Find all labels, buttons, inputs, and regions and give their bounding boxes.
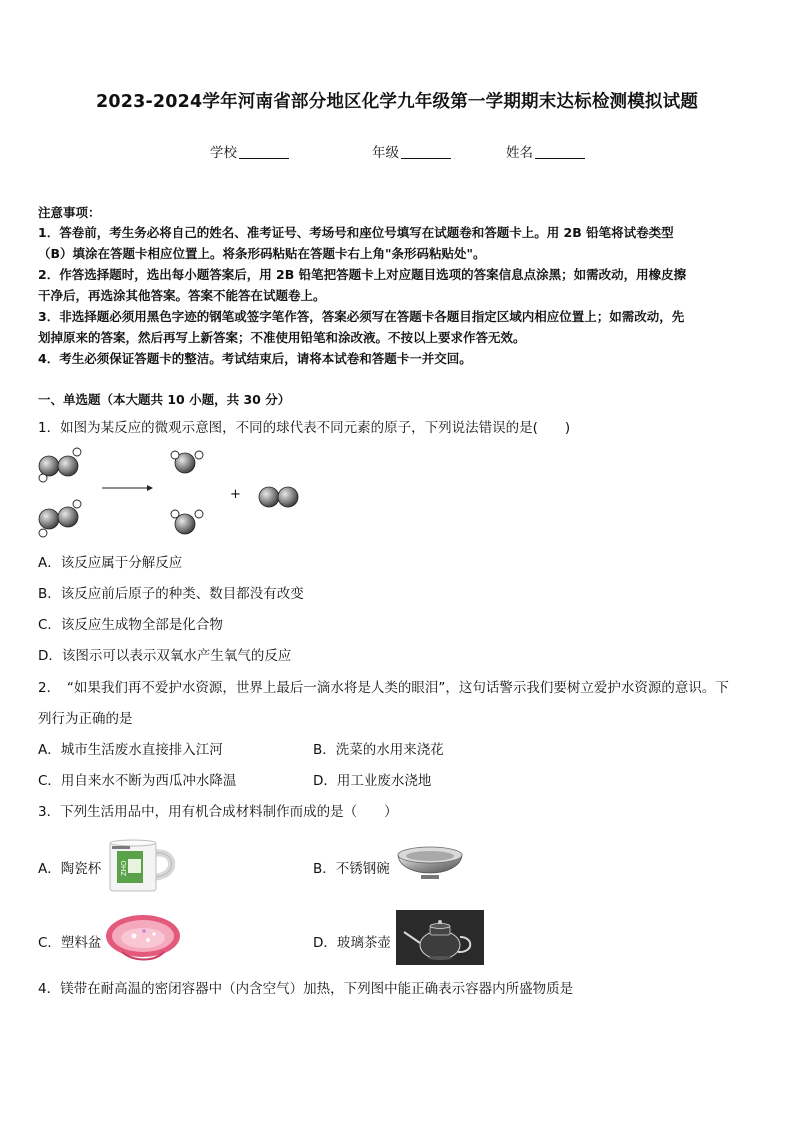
school-blank [239,144,289,159]
ceramic-cup-image [104,837,182,895]
steel-bowl-image [395,843,465,885]
name-field [506,141,585,161]
school-label: 学校 [210,145,237,161]
grade-field [372,141,451,161]
notice-line: 3．非选择题必须用黑色字迹的钢笔或签字笔作答，答案必须写在答题卡各题目指定区域内相应位置上；如需改动，先 [38,309,685,324]
page-title: 2023-2024学年河南省部分地区化学九年级第一学期期末达标检测模拟试题 [95,92,699,112]
option-c: C．用自来水不断为西瓜冲水降温 [38,773,237,789]
grade-label: 年级 [372,145,399,161]
question-4-stem: 4．镁带在耐高温的密闭容器中（内含空气）加热，下列图中能正确表示容器内所盛物质是 [38,981,574,997]
cup-logo-text: ZHO [120,860,128,876]
option-b: B．不锈钢碗 [313,861,390,877]
name-blank [535,144,585,159]
question-2-stem-cont: 列行为正确的是 [38,711,133,727]
product-molecule [171,510,203,534]
reaction-diagram [34,446,304,542]
question-2-stem: 2． “如果我们再不爱护水资源，世界上最后一滴水将是人类的眼泪”，这句话警示我们要树立爱护水资源的意识。下 [38,680,729,696]
notice-line: 干净后，再选涂其他答案。答案不能答在试题卷上。 [38,288,326,303]
question-3-stem: 3．下列生活用品中，用有机合成材料制作而成的是（ ） [38,804,398,820]
plus-sign: + [230,487,241,502]
glass-teapot-image [396,910,484,965]
reactant-molecule [39,448,81,482]
reaction-arrow [102,485,153,491]
option-c: C．塑料盆 [38,935,102,951]
school-field [210,141,289,161]
oxygen-molecule [259,487,298,507]
section-heading: 一、单选题（本大题共 10 小题，共 30 分） [38,392,291,407]
option-b: B．洗菜的水用来浇花 [313,742,444,758]
grade-blank [401,144,451,159]
notice-line: 划掉原来的答案，然后再写上新答案；不准使用铅笔和涂改液。不按以上要求作答无效。 [38,330,526,345]
reactant-molecule [39,500,81,537]
notice-heading: 注意事项： [38,205,101,220]
notice-line: （B）填涂在答题卡相应位置上。将条形码粘贴在答题卡右上角"条形码粘贴处"。 [38,246,486,261]
name-label: 姓名 [506,145,533,161]
question-1-stem: 1．如图为某反应的微观示意图，不同的球代表不同元素的原子，下列说法错误的是( ) [38,420,571,436]
notice-line: 2．作答选择题时，选出每小题答案后，用 2B 铅笔把答题卡上对应题目选项的答案信息点涂黑；如需改动，用橡皮擦 [38,267,687,282]
option-c: C．该反应生成物全部是化合物 [38,617,223,633]
option-d: D．玻璃茶壶 [313,935,391,951]
notice-line: 4．考生必须保证答题卡的整洁。考试结束后，请将本试卷和答题卡一并交回。 [38,351,472,366]
product-molecule [171,451,203,473]
option-a: A．该反应属于分解反应 [38,555,183,571]
option-a: A．城市生活废水直接排入江河 [38,742,223,758]
plastic-basin-image [104,912,182,964]
option-a: A．陶瓷杯 [38,861,102,877]
notice-line: 1．答卷前，考生务必将自己的姓名、准考证号、考场号和座位号填写在试题卷和答题卡上。用 2B 铅笔将试卷类型 [38,225,674,240]
option-b: B．该反应前后原子的种类、数目都没有改变 [38,586,304,602]
option-d: D．该图示可以表示双氧水产生氧气的反应 [38,648,292,664]
option-d: D．用工业废水浇地 [313,773,432,789]
